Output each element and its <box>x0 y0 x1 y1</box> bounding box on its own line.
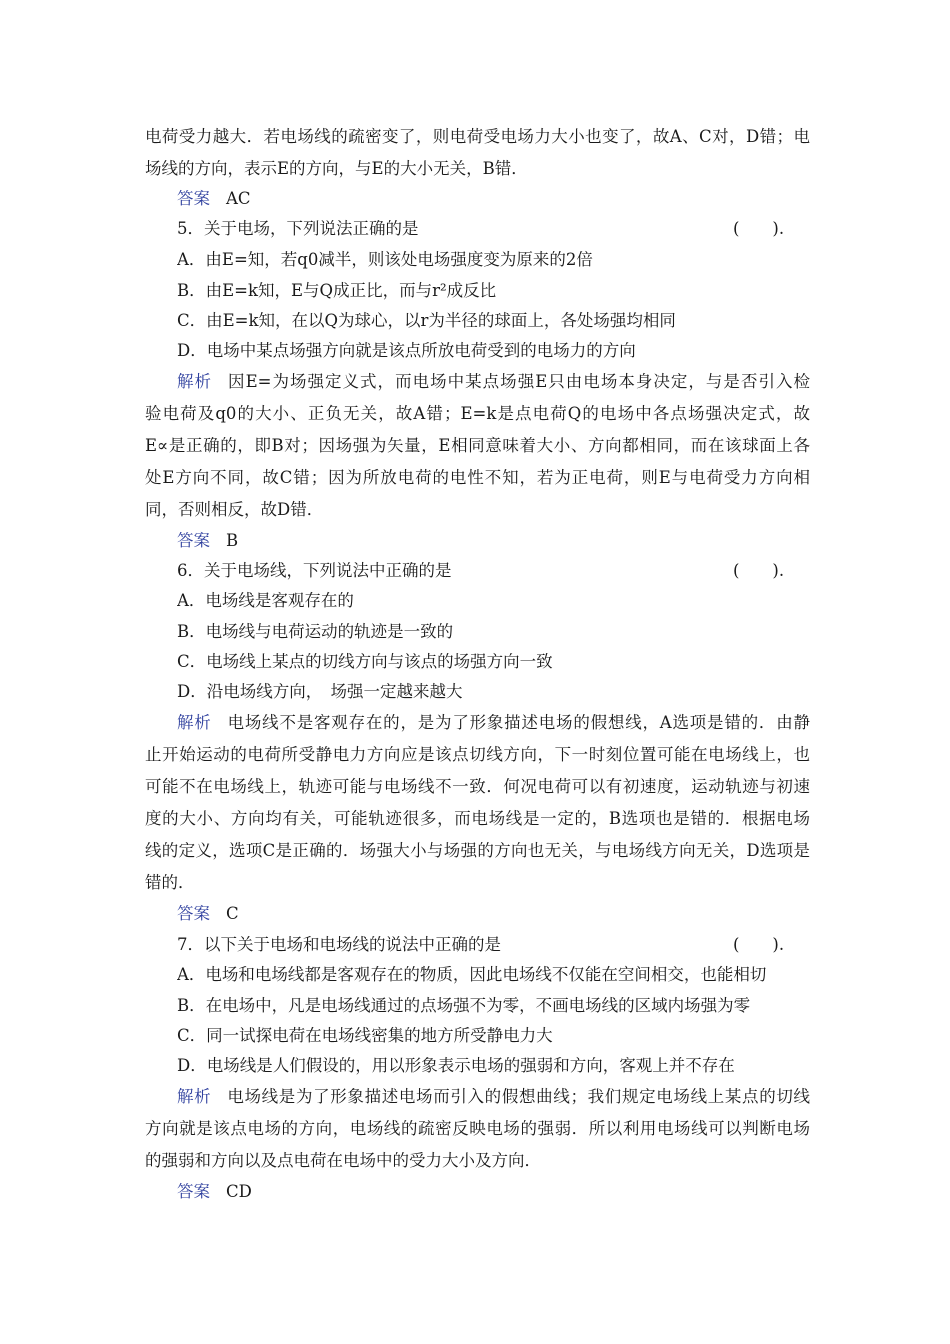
answer-value: B <box>226 531 239 550</box>
q5-analysis-line-3: E∝是正确的，即B对；因场强为矢量，E相同意味着大小、方向都相同，而在该球面上各 <box>145 436 810 455</box>
analysis-label: 解析 <box>177 372 213 391</box>
q5-stem: 5．关于电场，下列说法正确的是 <box>177 219 419 238</box>
q7-analysis-line-2: 方向就是该点电场的方向，电场线的疏密反映电场的强弱．所以利用电场线可以判断电场 <box>145 1119 810 1138</box>
answer-label: 答案 <box>177 1182 210 1201</box>
q7-stem: 7．以下关于电场和电场线的说法中正确的是 <box>177 935 501 954</box>
q5-option-a: A．由E=知，若q0减半，则该处电场强度变为原来的2倍 <box>177 250 593 269</box>
answer-label: 答案 <box>177 904 210 923</box>
answer-label: 答案 <box>177 531 210 550</box>
q5-option-b: B．由E=k知，E与Q成正比，而与r²成反比 <box>177 281 497 300</box>
q7-option-a: A．电场和电场线都是客观存在的物质，因此电场线不仅能在空间相交，也能相切 <box>177 965 767 984</box>
q5-analysis-line-5: 同，否则相反，故D错． <box>145 500 324 519</box>
q6-option-b: B．电场线与电荷运动的轨迹是一致的 <box>177 622 454 641</box>
q7-analysis-line-1 <box>177 1082 810 1112</box>
q6-analysis-line-2: 止开始运动的电荷所受静电力方向应是该点切线方向，下一时刻位置可能在电场线上，也 <box>145 745 810 764</box>
carry-over-answer <box>177 184 810 214</box>
analysis-label: 解析 <box>177 713 212 732</box>
q7-option-c: C．同一试探电荷在电场线密集的地方所受静电力大 <box>177 1026 553 1045</box>
answer-label: 答案 <box>177 189 210 208</box>
q7-answer <box>177 1177 810 1207</box>
q7-answer-blank: ( ). <box>733 935 785 954</box>
q5-analysis-line-4: 处E方向不同，故C错；因为所放电荷的电性不知，若为正电荷，则E与电荷受力方向相 <box>145 468 810 487</box>
answer-value: CD <box>226 1182 252 1201</box>
q5-option-d: D．电场中某点场强方向就是该点所放电荷受到的电场力的方向 <box>177 341 636 360</box>
q5-analysis-line-2: 验电荷及q0的大小、正负无关，故A错；E=k是点电荷Q的电场中各点场强决定式，故 <box>145 404 810 423</box>
analysis-text: 电场线不是客观存在的，是为了形象描述电场的假想线，A选项是错的．由静 <box>227 713 810 732</box>
q7-option-d: D．电场线是人们假设的，用以形象表示电场的强弱和方向，客观上并不存在 <box>177 1056 735 1075</box>
analysis-label: 解析 <box>177 1087 212 1106</box>
q6-analysis-line-5: 线的定义，选项C是正确的．场强大小与场强的方向也无关，与电场线方向无关，D选项是 <box>145 841 810 860</box>
q5-analysis-line-1 <box>177 367 810 397</box>
q6-answer <box>177 899 810 929</box>
answer-value: AC <box>226 189 251 208</box>
q6-analysis-line-3: 可能不在电场线上，轨迹可能与电场线不一致．何况电荷可以有初速度，运动轨迹与初速 <box>145 777 810 796</box>
q7-analysis-line-3: 的强弱和方向以及点电荷在电场中的受力大小及方向． <box>145 1151 541 1170</box>
analysis-text: 电场线是为了形象描述电场而引入的假想曲线；我们规定电场线上某点的切线 <box>227 1087 810 1106</box>
q6-answer-blank: ( ). <box>733 561 785 580</box>
analysis-text: 因E=为场强定义式，而电场中某点场强E只由电场本身决定，与是否引入检 <box>228 372 810 391</box>
q7-option-b: B．在电场中，凡是电场线通过的点场强不为零，不画电场线的区域内场强为零 <box>177 996 751 1015</box>
answer-value: C <box>226 904 239 923</box>
q6-analysis-line-1 <box>177 708 810 738</box>
q6-analysis-line-4: 度的大小、方向均有关，可能轨迹很多，而电场线是一定的，B选项也是错的．根据电场 <box>145 809 810 828</box>
carry-over-line-1: 电荷受力越大．若电场线的疏密变了，则电荷受电场力大小也变了，故A、C对，D错；电 <box>145 127 810 146</box>
carry-over-line-2: 场线的方向，表示E的方向，与E的大小无关，B错． <box>145 159 528 178</box>
q6-option-d: D．沿电场线方向， 场强一定越来越大 <box>177 682 463 701</box>
q6-option-a: A．电场线是客观存在的 <box>177 591 354 610</box>
q5-option-c: C．由E=k知，在以Q为球心，以r为半径的球面上，各处场强均相同 <box>177 311 676 330</box>
q6-option-c: C．电场线上某点的切线方向与该点的场强方向一致 <box>177 652 553 671</box>
q5-answer-blank: ( ). <box>733 219 785 238</box>
q5-answer <box>177 526 810 556</box>
q6-stem: 6．关于电场线，下列说法中正确的是 <box>177 561 452 580</box>
q6-analysis-line-6: 错的． <box>145 873 195 892</box>
